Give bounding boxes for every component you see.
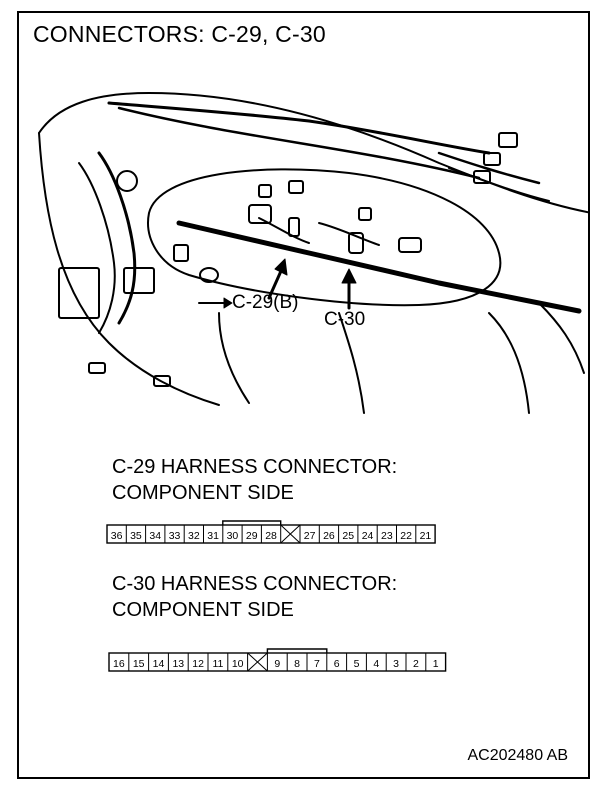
c29-pin-28: 28 (265, 530, 277, 542)
c30-pin-13: 13 (172, 658, 185, 670)
c29-pin-34: 34 (149, 530, 162, 542)
c30-pin-5: 5 (353, 658, 360, 670)
callout-c29: C-29(B) (232, 292, 299, 313)
c30-pin-9: 9 (274, 658, 281, 670)
c30-blank-cavity (248, 653, 268, 671)
c30-pin-7: 7 (313, 658, 320, 670)
c29-pin-31: 31 (207, 530, 219, 542)
c30-heading-line2: COMPONENT SIDE (112, 599, 294, 621)
c30-pin-1: 1 (432, 658, 439, 670)
c29-heading-line2: COMPONENT SIDE (112, 482, 294, 504)
c30-heading-line1: C-30 HARNESS CONNECTOR: (112, 573, 398, 595)
c30-connector-face (19, 13, 590, 779)
c30-pin-3: 3 (393, 658, 400, 670)
c30-pin-12: 12 (192, 658, 204, 670)
c29-pin-27: 27 (303, 530, 316, 542)
c29-pin-36: 36 (110, 530, 123, 542)
c29-pin-26: 26 (323, 530, 335, 542)
c29-pin-32: 32 (188, 530, 200, 542)
c29-pin-30: 30 (226, 530, 239, 542)
c30-pin-2: 2 (412, 658, 419, 670)
c30-pin-15: 15 (132, 658, 145, 670)
callout-c30: C-30 (324, 309, 366, 330)
c29-pin-35: 35 (130, 530, 142, 542)
c30-pin-10: 10 (231, 658, 244, 670)
c30-pin-14: 14 (152, 658, 165, 670)
c29-pin-23: 23 (381, 530, 393, 542)
figure-id: AC202480 AB (467, 747, 568, 764)
c30-pin-4: 4 (373, 658, 380, 670)
c29-pin-24: 24 (361, 530, 374, 542)
c29-pin-33: 33 (168, 530, 181, 542)
c30-pin-16: 16 (113, 658, 125, 670)
c29-pin-21: 21 (419, 530, 432, 542)
diagram-frame (17, 11, 590, 779)
c30-pin-11: 11 (212, 658, 224, 670)
c30-pin-8: 8 (294, 658, 301, 670)
c29-pin-25: 25 (342, 530, 355, 542)
c30-pin-6: 6 (333, 658, 340, 670)
c29-pin-29: 29 (245, 530, 258, 542)
diagram-title: CONNECTORS: C-29, C-30 (33, 21, 326, 47)
c29-heading-line1: C-29 HARNESS CONNECTOR: (112, 456, 398, 478)
c29-pin-22: 22 (400, 530, 412, 542)
